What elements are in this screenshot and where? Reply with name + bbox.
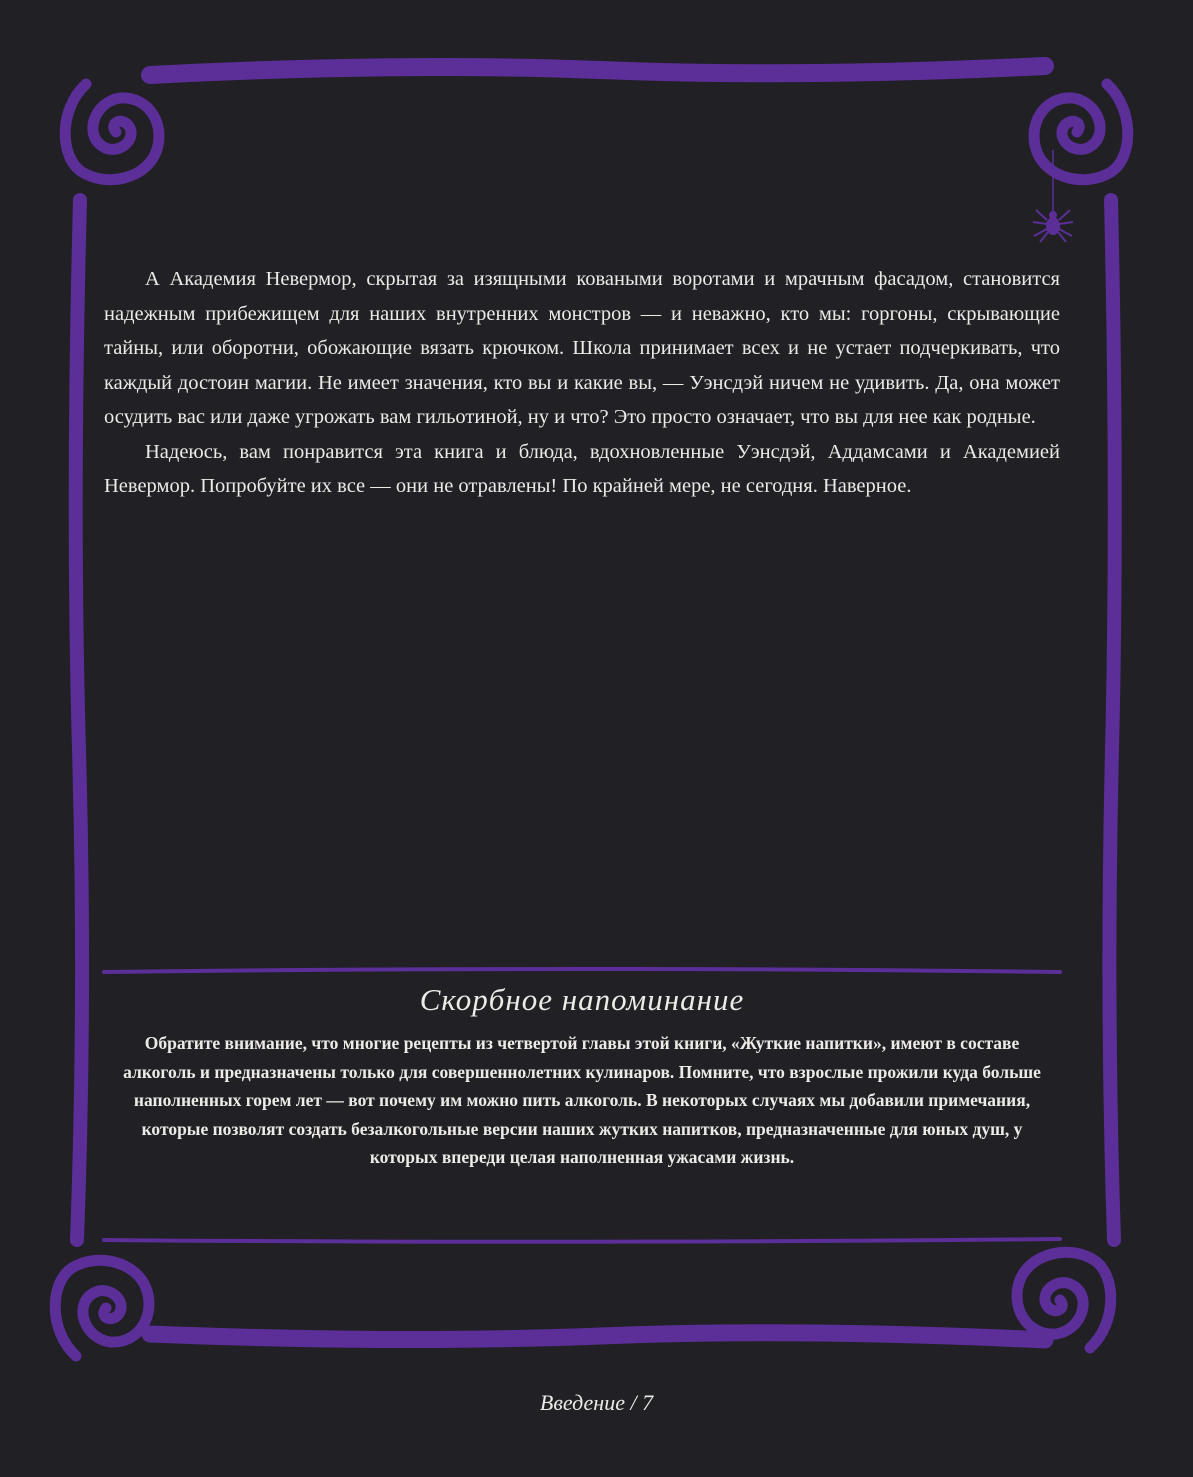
- footer-section: Введение: [539, 1390, 625, 1415]
- paragraph: А Академия Невермор, скрытая за изящными коваными воротами и мрачным фасадом, становится надежным прибежищем для наших внутренних монстров — и неважно, кто мы: горгоны, скрывающие тайны, или оборотни, обожающие вязать крючком. Школа принимает всех и не устает подчеркивать, что каждый достоин магии. Не имеет значения, кто вы и какие вы, — Уэнсдэй ничем не удивить. Да, она может осудить вас или даже угрожать вам гильотиной, ну и что? Это просто означает, что вы для нее как родные.: [104, 268, 1060, 428]
- swirl-icon: [55, 1260, 149, 1356]
- footer-separator: /: [630, 1390, 637, 1415]
- frame-bottom-bar: [150, 1333, 1045, 1340]
- paragraph: Надеюсь, вам понравится эта книга и блюда, вдохновленные Уэнсдэй, Аддамсами и Академией Невермор. Попробуйте их все — они не отравлены! По крайней мере, не сегодня. Наверное.: [104, 440, 1060, 497]
- frame-right-bar: [1109, 200, 1114, 1240]
- frame-left-bar: [76, 200, 82, 1240]
- page-number: 7: [642, 1390, 654, 1415]
- swirl-icon: [1034, 84, 1128, 180]
- note-top-divider: [104, 969, 1060, 972]
- page-footer: [0, 1390, 1193, 1416]
- frame-top-bar: [150, 66, 1045, 75]
- note-title: Скорбное напоминание: [419, 982, 745, 1017]
- note-bottom-divider: [104, 1239, 1060, 1242]
- body-text: [104, 262, 1060, 504]
- note-text: Обратите внимание, что многие рецепты из четвертой главы этой книги, «Жуткие напитки», имеют в составе алкоголь и предназначены только для совершеннолетних кулинаров. Помните, что взрослые прожили куда больше наполненных горем лет — вот почему им можно пить алкоголь. В некоторых случаях мы добавили примечания, которые позволят создать безалкогольные версии наших жутких напитков, предназначенные для юных душ, у которых впереди целая наполненная ужасами жизнь.: [123, 1033, 1041, 1167]
- swirl-icon: [65, 84, 159, 180]
